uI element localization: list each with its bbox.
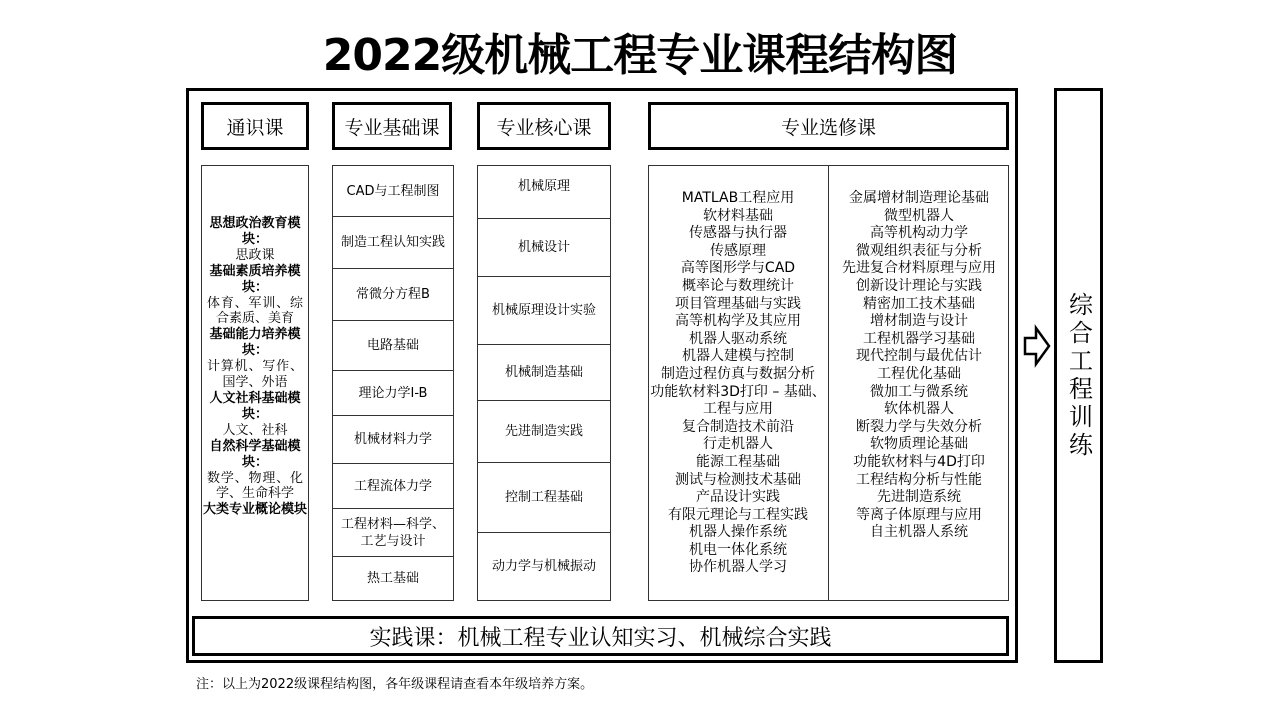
engineering-training-box — [1054, 88, 1103, 663]
foundation-course: 常微分方程B — [333, 269, 453, 321]
elective-course: 高等图形学与CAD — [680, 260, 796, 277]
elective-course: 传感器与执行器 — [689, 225, 787, 242]
page-title: 2022级机械工程专业课程结构图 — [322, 30, 958, 81]
elective-course: 微型机器人 — [884, 207, 954, 224]
elective-course: 工程优化基础 — [877, 365, 961, 382]
core-course: 机械设计 — [478, 219, 610, 277]
elective-course: 先进制造系统 — [877, 489, 961, 506]
core-course: 控制工程基础 — [478, 463, 610, 533]
elective-course: 断裂力学与失效分析 — [856, 418, 982, 435]
foundation-column — [332, 165, 454, 601]
elective-course: 功能软材料3D打印 – 基础、 — [650, 383, 826, 400]
module-courses: 体育、军训、综合素质、美育 — [207, 295, 303, 327]
header-core: 专业核心课 — [477, 102, 611, 150]
elective-course: 工程机器学习基础 — [863, 330, 975, 347]
elective-course: 金属增材制造理论基础 — [849, 190, 989, 206]
elective-course: 精密加工技术基础 — [863, 295, 975, 312]
general-column — [201, 165, 309, 601]
elective-course: 微观组织表征与分析 — [856, 242, 982, 259]
core-course: 机械原理设计实验 — [478, 277, 610, 345]
elective-course: 软物质理论基础 — [870, 436, 968, 453]
module-name: 基础素质培养模块： — [209, 263, 301, 295]
elective-course: MATLAB工程应用 — [681, 190, 795, 206]
module-name: 大类专业概论模块 — [202, 502, 307, 518]
elective-course: 功能软材料与4D打印 — [853, 453, 985, 470]
foundation-course: 制造工程认知实践 — [333, 217, 453, 269]
header-elective: 专业选修课 — [648, 102, 1009, 150]
header-foundation: 专业基础课 — [332, 102, 452, 150]
elective-course: 行走机器人 — [703, 436, 773, 453]
elective-course: 增材制造与设计 — [870, 313, 968, 330]
module-name: 基础能力培养模块： — [209, 327, 301, 359]
module-name: 思想政治教育模块： — [209, 216, 301, 247]
elective-course: 机器人建模与控制 — [682, 348, 794, 365]
foundation-course: 热工基础 — [366, 571, 419, 586]
elective-course: 传感原理 — [710, 242, 766, 259]
elective-course: 有限元理论与工程实践 — [668, 506, 808, 523]
elective-course: 协作机器人学习 — [689, 559, 787, 576]
core-column — [477, 165, 611, 601]
elective-course: 等离子体原理与应用 — [856, 506, 982, 523]
foundation-course: 理论力学I-B — [333, 371, 453, 416]
header-general: 通识课 — [201, 102, 309, 150]
elective-course: 复合制造技术前沿 — [682, 418, 794, 435]
foundation-course: 机械材料力学 — [333, 416, 453, 464]
elective-course: 高等机构动力学 — [870, 225, 968, 242]
elective-course: 微加工与微系统 — [870, 383, 968, 400]
module-name: 自然科学基础模块： — [209, 438, 301, 470]
core-course: 机械原理 — [478, 166, 610, 219]
elective-right-list — [829, 190, 1009, 542]
module-courses: 计算机、写作、国学、外语 — [207, 359, 303, 391]
elective-course: 软体机器人 — [884, 401, 954, 418]
elective-left-list — [648, 190, 828, 577]
foundation-course: 电路基础 — [333, 321, 453, 371]
core-course: 机械制造基础 — [478, 345, 610, 401]
foundation-course: 工程材料—科学、工艺与设计 — [333, 509, 453, 557]
elective-course: 创新设计理论与实践 — [856, 277, 982, 294]
elective-course: 先进复合材料原理与应用 — [842, 260, 996, 277]
elective-course: 概率论与数理统计 — [682, 277, 794, 294]
elective-course: 制造过程仿真与数据分析 — [661, 365, 815, 382]
elective-course: 测试与检测技术基础 — [675, 471, 801, 488]
footnote: 注：以上为2022级课程结构图，各年级课程请查看本年级培养方案。 — [196, 677, 594, 692]
elective-course: 工程与应用 — [703, 401, 773, 418]
elective-course: 软材料基础 — [703, 207, 773, 224]
elective-course: 产品设计实践 — [696, 489, 780, 506]
elective-course: 能源工程基础 — [696, 453, 780, 470]
module-courses: 数学、物理、化学、生命科学 — [207, 470, 303, 502]
elective-course: 机器人驱动系统 — [689, 330, 787, 347]
module-courses: 思政课 — [235, 247, 275, 263]
elective-course: 现代控制与最优估计 — [856, 348, 982, 365]
elective-course: 自主机器人系统 — [870, 524, 968, 541]
elective-course: 高等机构学及其应用 — [675, 313, 801, 330]
elective-course: 项目管理基础与实践 — [675, 295, 801, 312]
core-course: 动力学与机械振动 — [491, 559, 596, 574]
engineering-training-label: 综合工程训练 — [1064, 291, 1093, 460]
elective-course: 机器人操作系统 — [689, 524, 787, 541]
practice-bar: 实践课：机械工程专业认知实习、机械综合实践 — [192, 616, 1009, 656]
foundation-course: 工程流体力学 — [333, 464, 453, 509]
elective-course: 工程结构分析与性能 — [856, 471, 982, 488]
elective-course: 机电一体化系统 — [689, 541, 787, 558]
arrow-right-icon — [1023, 324, 1051, 368]
module-courses: 人文、社科 — [222, 422, 288, 438]
core-course: 先进制造实践 — [478, 401, 610, 463]
module-name: 人文社科基础模块： — [209, 390, 301, 422]
foundation-course: CAD与工程制图 — [333, 166, 453, 217]
